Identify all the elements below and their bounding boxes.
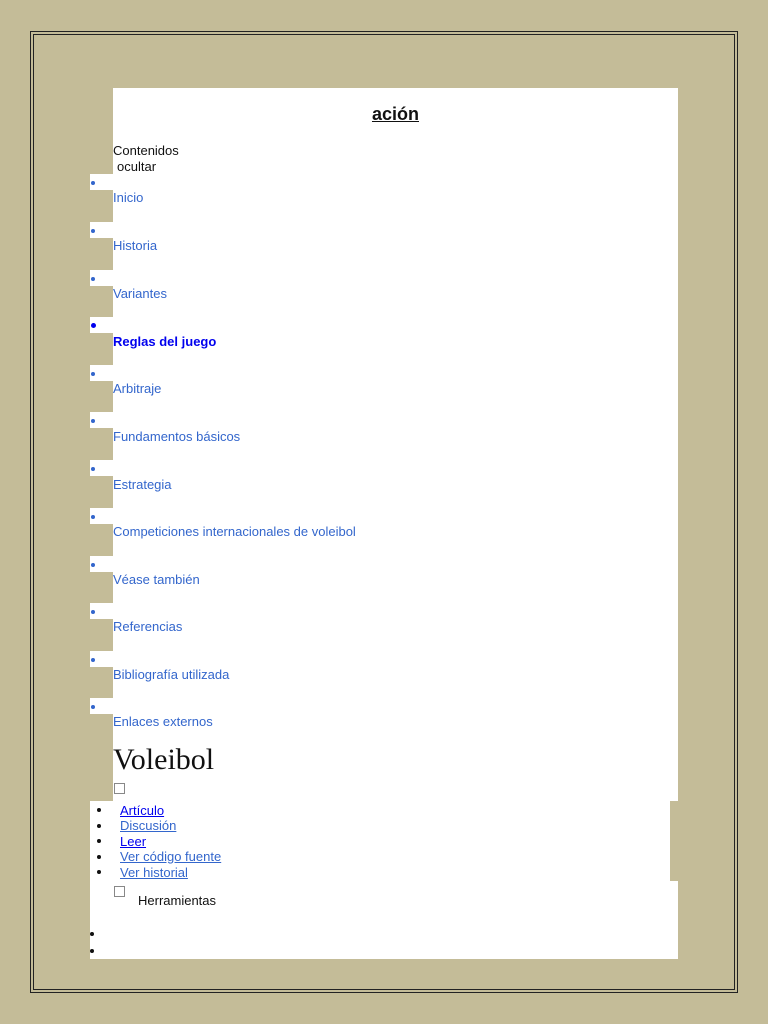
toc-bullet <box>91 372 95 376</box>
toc-bullet <box>91 705 95 709</box>
toc-hide-toggle[interactable]: ocultar <box>117 159 157 174</box>
toc-bullet <box>91 229 95 233</box>
tab-bullet <box>97 839 101 843</box>
tools-label[interactable]: Herramientas <box>138 893 217 908</box>
tab-bullet <box>97 808 101 812</box>
tab-ver-historial[interactable]: Ver historial <box>120 865 188 880</box>
toc-item-fundamentos-basicos[interactable]: Fundamentos básicos <box>113 429 241 444</box>
toc-item-variantes[interactable]: Variantes <box>113 286 167 301</box>
toc-bullet <box>91 277 95 281</box>
tab-bullet <box>97 870 101 874</box>
toc-bullet <box>91 181 95 185</box>
toc-item-estrategia[interactable]: Estrategia <box>113 477 172 492</box>
toc-item-referencias[interactable]: Referencias <box>113 619 183 634</box>
tab-discusion[interactable]: Discusión <box>120 818 177 833</box>
toc-item-bibliografia[interactable]: Bibliografía utilizada <box>113 667 230 682</box>
toc-bullet <box>91 515 95 519</box>
tab-leer[interactable]: Leer <box>120 834 147 849</box>
toc-bullet <box>91 563 95 567</box>
toc-bullet <box>91 658 95 662</box>
tools-toggle-checkbox[interactable] <box>114 886 125 897</box>
toc-item-historia[interactable]: Historia <box>113 238 158 253</box>
article-heading: Voleibol <box>113 743 215 776</box>
toc-item-competiciones[interactable]: Competiciones internacionales de voleibol <box>113 524 356 539</box>
content-panel <box>113 88 678 801</box>
toc-item-arbitraje[interactable]: Arbitraje <box>113 381 162 396</box>
toc-bullet <box>91 467 95 471</box>
toc-bullet <box>91 610 95 614</box>
toc-bullet <box>91 323 96 328</box>
toc-item-enlaces-externos[interactable]: Enlaces externos <box>113 714 213 729</box>
tab-ver-codigo-fuente[interactable]: Ver código fuente <box>120 849 222 864</box>
list-bullet <box>90 949 94 953</box>
tab-articulo[interactable]: Artículo <box>120 803 165 818</box>
toc-bullet <box>91 419 95 423</box>
toc-item-vease-tambien[interactable]: Véase también <box>113 572 200 587</box>
list-bullet <box>90 932 94 936</box>
namespaces-toggle-checkbox[interactable] <box>114 783 125 794</box>
tab-bullet <box>97 855 101 859</box>
toc-item-inicio[interactable]: Inicio <box>113 190 144 205</box>
page-title: ación <box>371 104 419 124</box>
tab-bullet <box>97 824 101 828</box>
toc-heading: Contenidos <box>113 143 179 158</box>
toc-item-reglas-del-juego[interactable]: Reglas del juego <box>113 334 217 349</box>
